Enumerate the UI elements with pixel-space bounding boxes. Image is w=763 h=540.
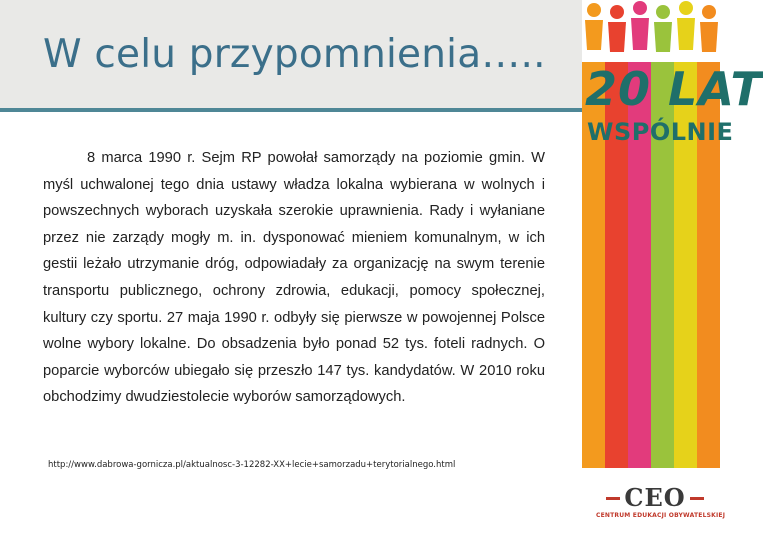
ceo-dash-left: [606, 497, 620, 500]
ceo-subtitle: CENTRUM EDUKACJI OBYWATELSKIEJ: [596, 512, 726, 519]
source-url[interactable]: http://www.dabrowa-gornicza.pl/aktualnosc-3-12282-XX+lecie+samorzadu+terytorialnego.html: [48, 460, 456, 470]
ceo-letters: CEO: [624, 483, 686, 512]
people-figures-icon: [582, 0, 720, 62]
logo-20-lat: 20 LAT: [585, 62, 763, 116]
ceo-dash-right: [690, 497, 704, 500]
slide-title: W celu przypomnienia…..: [43, 32, 546, 77]
ceo-logo: [596, 483, 726, 530]
body-paragraph: 8 marca 1990 r. Sejm RP powołał samorządy na poziomie gmin. W myśl uchwalonej tego dnia ustawy władza lokalna wybierana w wolnych i powszechnych wyborach uzyskała szerokie uprawnienia. Rady i wyłaniane przez nie zarządy mogły m. in. dysponować mieniem komunalnym, w ich gestii leżało utrzymanie dróg, odpowiadały za organizację na swym terenie transportu publicznego, ochrony zdrowia, edukacji, pomocy społecznej, kultury czy sportu. 27 maja 1990 r. odbyły się pierwsze w powojennej Polsce wolne wybory lokalne. Do obsadzenia było ponad 52 tys. foteli radnych. O poparcie wyborców ubiegało się przeszło 147 tys. kandydatów. W 2010 roku obchodzimy dwudziestolecie wyborów samorządowych.: [43, 150, 545, 406]
logo-wspolnie: WSPÓLNIE: [587, 118, 734, 146]
ceo-mark: [596, 484, 714, 512]
